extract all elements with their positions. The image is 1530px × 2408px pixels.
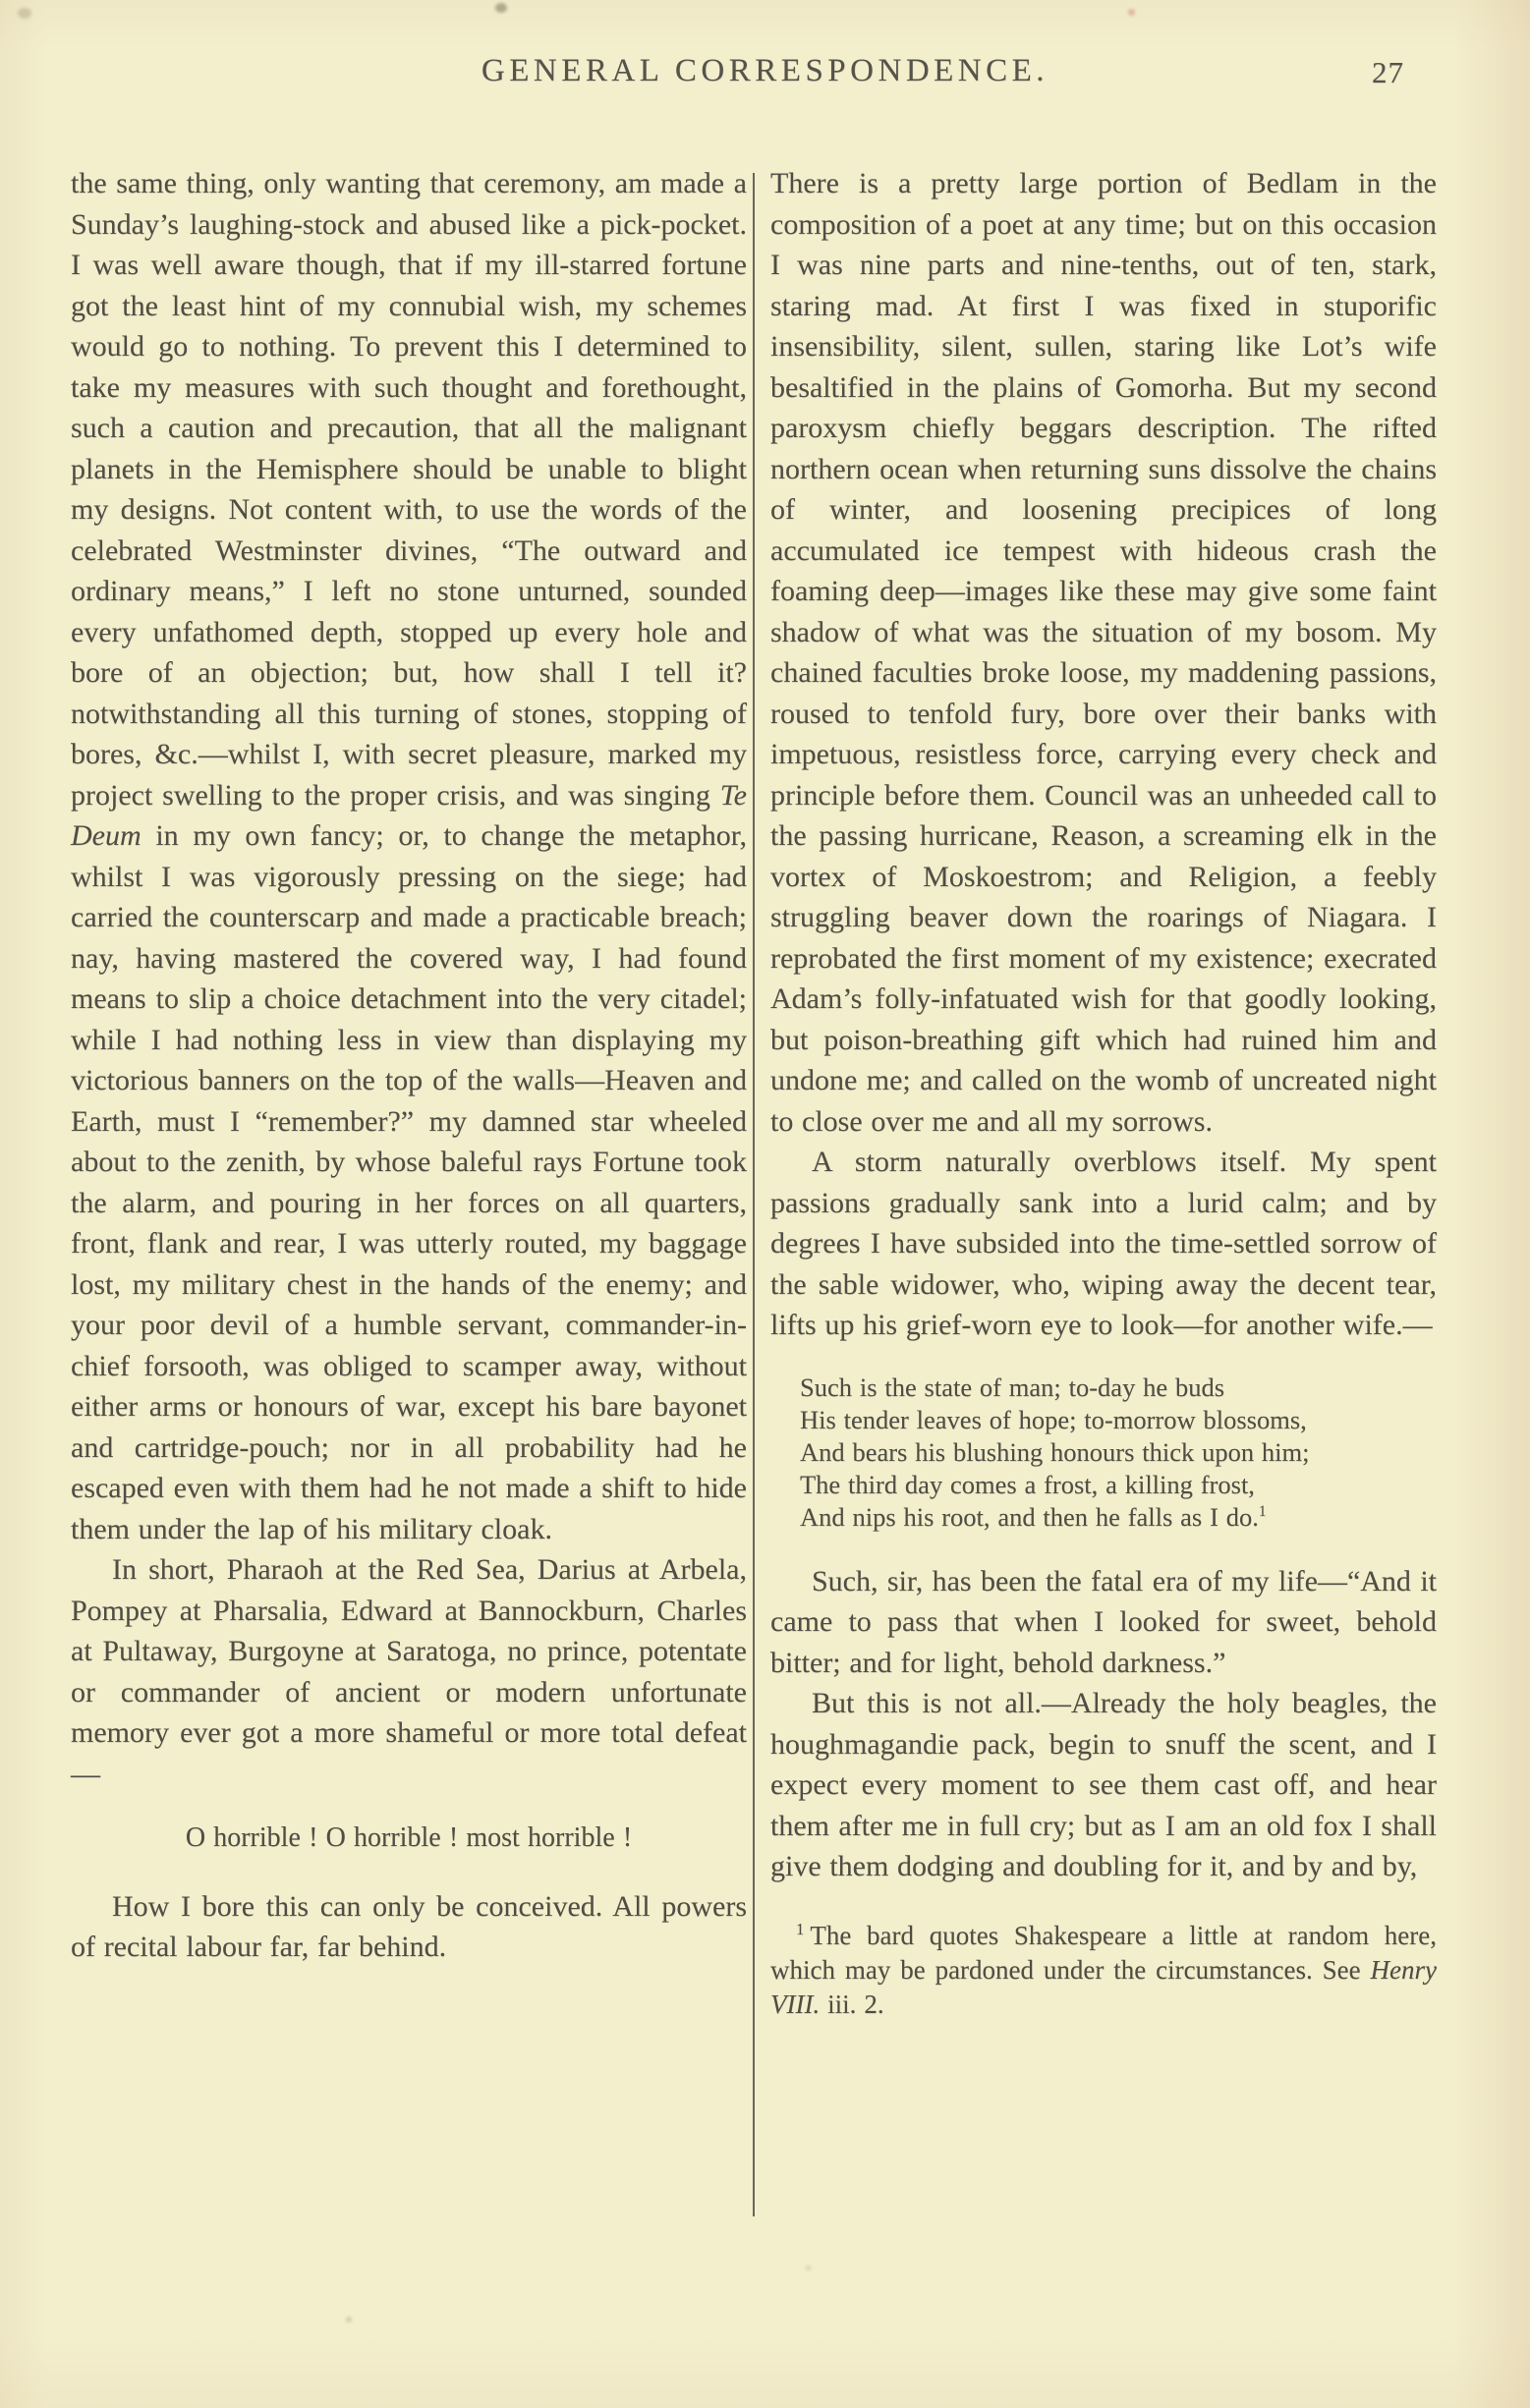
footnote-text: The bard quotes Shakespeare a little at random here, which may be pardoned under the circumstances. See: [770, 1920, 1437, 1985]
right-column: [770, 163, 1437, 2022]
scan-speck: [806, 2266, 811, 2270]
verse-line-4: The third day comes a frost, a killing frost,: [800, 1469, 1255, 1499]
footnote: [770, 1919, 1437, 2022]
footnote-marker-superscript: 1: [796, 1919, 805, 1938]
left-paragraph-1-continued: in my own fancy; or, to change the metaphor, whilst I was vigorously pressing on the siege; had carried the counterscarp and made a practicable breach; nay, having mastered the covered way, I had found means to slip a choice detachment into the very citadel; while I had nothing less in view than displaying my victorious banners on the top of the walls—Heaven and Earth, must I “remember?” my damned star wheeled about to the zenith, by whose baleful rays Fortune took the alarm, and pouring in her forces on all quarters, front, flank and rear, I was utterly routed, my baggage lost, my military chest in the hands of the enemy; and your poor devil of a humble servant, commander-in-chief forsooth, was obliged to scamper away, without either arms or honours of war, except his bare bayonet and cartridge-pouch; nor in all probability had he escaped even with them had he not made a shift to hide them under the lap of his military cloak.: [71, 819, 747, 1545]
footnote-reference-superscript: 1: [1258, 1502, 1267, 1520]
right-paragraph-2: A storm naturally overblows itself. My spent passions gradually sank into a lurid calm; and by degrees I have subsided into the time-settled sorrow of the sable widower, who, wiping away the decent tear, lifts up his grief-worn eye to look—for another wife.—: [770, 1146, 1437, 1341]
scan-speck: [18, 8, 31, 19]
verse-line-2: His tender leaves of hope; to-morrow blossoms,: [800, 1404, 1307, 1434]
te-deum-italic: Te Deum: [71, 778, 747, 852]
verse-line-5: [800, 1501, 1437, 1534]
left-column: [71, 163, 747, 1968]
verse-line-3: And bears his blushing honours thick upon him;: [800, 1436, 1310, 1467]
left-paragraph-3: How I bore this can only be conceived. All powers of recital labour far, far behind.: [71, 1889, 747, 1963]
right-paragraph-4: But this is not all.—Already the holy beagles, the houghmagandie pack, begin to snuff the scent, and I expect every moment to see them cast off, and hear them after me in full cry; but as I am an old fox I shall give them dodging and doubling for it, and by and by,: [770, 1687, 1437, 1882]
scan-speck: [1128, 9, 1135, 16]
shakespeare-verse-quote: [800, 1372, 1437, 1534]
left-paragraph-1-text: the same thing, only wanting that ceremony, am made a Sunday’s laughing-stock and abused like a pick-pocket. I was well aware though, that if my ill-starred fortune got the least hint of my connubial wish, my schemes would go to nothing. To prevent this I determined to take my measures with such thought and forethought, such a caution and precaution, that all the malignant planets in the Hemisphere should be unable to blight my designs. Not content with, to use the words of the celebrated Westminster divines, “The outward and ordinary means,” I left no stone unturned, sounded every unfathomed depth, stopped up every hole and bore of an objection; but, how shall I tell it? notwithstanding all this turning of stones, stopping of bores, &c.—whilst I, with secret pleasure, marked my project swelling to the proper crisis, and was singing: [71, 167, 747, 812]
footnote-text-end: iii. 2.: [820, 1988, 884, 2019]
verse-line-5-text: And nips his root, and then he falls as I do.: [800, 1501, 1259, 1532]
left-paragraph-1: [71, 163, 747, 1549]
left-paragraph-2: In short, Pharaoh at the Red Sea, Darius at Arbela, Pompey at Pharsalia, Edward at Bannockburn, Charles at Pultaway, Burgoyne at Saratoga, no prince, potentate or commander of ancient or modern unfortunate memory ever got a more shameful or more total defeat—: [71, 1553, 747, 1790]
right-paragraph-1: There is a pretty large portion of Bedlam in the composition of a poet at any time; but on this occasion I was nine parts and nine-tenths, out of ten, stark, staring mad. At first I was fixed in stuporific insensibility, silent, sullen, staring like Lot’s wife besaltified in the plains of Gomorha. But my second paroxysm chiefly beggars description. The rifted northern ocean when returning suns dissolve the chains of winter, and loosening precipices of long accumulated ice tempest with hideous crash the foaming deep—images like these may give some faint shadow of what was the situation of my bosom. My chained faculties broke loose, my maddening passions, roused to tenfold fury, bore over their banks with impetuous, resistless force, carrying every check and principle before them. Council was an unheeded call to the passing hurricane, Reason, a screaming elk in the vortex of Moskoestrom; and Religion, a feebly struggling beaver down the roarings of Niagara. I reprobated the first moment of my existence; execrated Adam’s folly-infatuated wish for that goodly looking, but poison-breathing gift which had ruined him and undone me; and called on the womb of uncreated night to close over me and all my sorrows.: [770, 167, 1437, 1138]
verse-line-1: Such is the state of man; to-day he buds: [800, 1372, 1225, 1402]
horrible-exclamation-line: O horrible ! O horrible ! most horrible !: [185, 1822, 633, 1853]
henry-viii-italic: Henry VIII.: [770, 1954, 1437, 2019]
column-divider-rule: [753, 173, 755, 2216]
right-paragraph-3: Such, sir, has been the fatal era of my life—“And it came to pass that when I looked for sweet, behold bitter; and for light, behold darkness.”: [770, 1564, 1437, 1679]
page-number: 27: [1372, 55, 1404, 89]
scan-speck: [346, 2317, 352, 2323]
running-title: GENERAL CORRESPONDENCE.: [481, 53, 1049, 88]
scan-speck: [495, 3, 507, 13]
page-header: [0, 53, 1530, 98]
